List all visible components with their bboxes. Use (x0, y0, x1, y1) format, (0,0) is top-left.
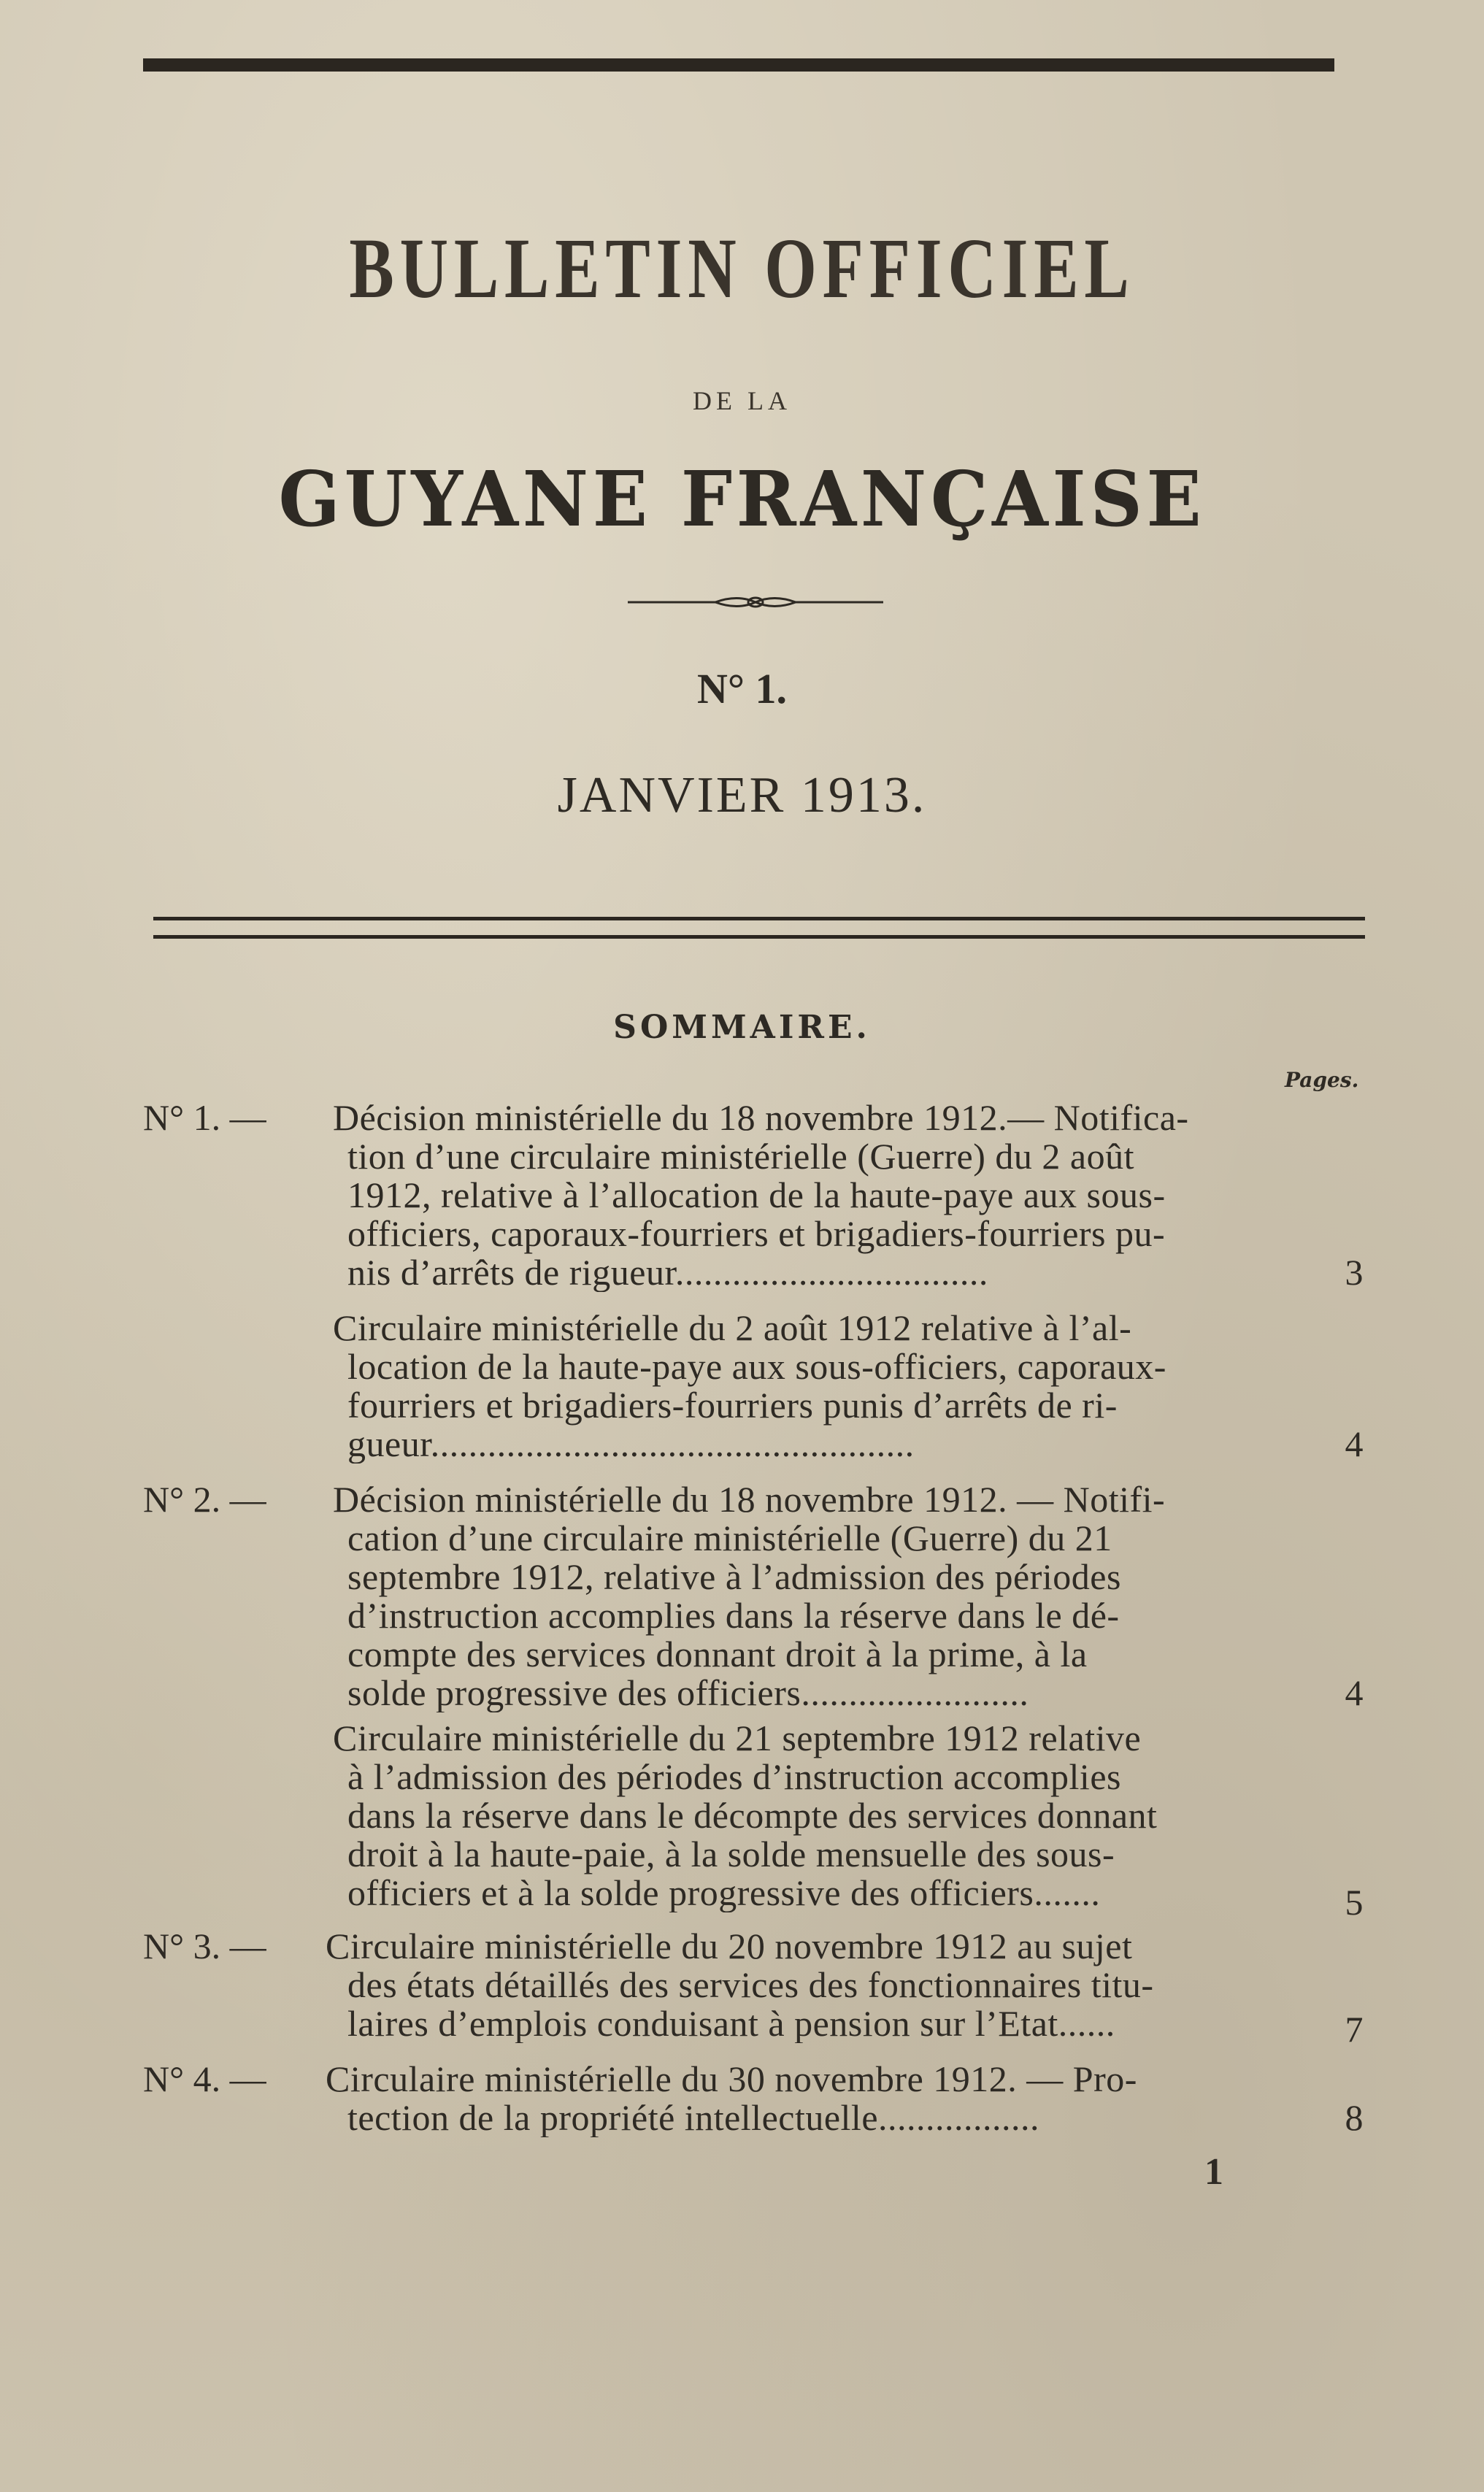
page-number: 3 (1345, 1252, 1364, 1293)
pages-label: Pages. (1285, 1068, 1359, 1092)
entry-line: location de la haute-paye aux sous-officiers, caporaux- (347, 1346, 1166, 1387)
page-number: 8 (1345, 2097, 1364, 2138)
entry-line: septembre 1912, relative à l’admission des périodes (347, 1556, 1121, 1597)
entry-line: Décision ministérielle du 18 novembre 1912. — Notifi- (333, 1479, 1166, 1520)
entry-line: fourriers et brigadiers-fourriers punis d’arrêts de ri- (347, 1385, 1118, 1426)
entry-line: Circulaire ministérielle du 21 septembre 1912 relative (333, 1718, 1142, 1758)
entry-line: Circulaire ministérielle du 2 août 1912 relative à l’al- (333, 1307, 1132, 1348)
entry-line: cation d’une circulaire ministérielle (Guerre) du 21 (347, 1518, 1112, 1558)
entry-line: nis d’arrêts de rigueur................................. (347, 1253, 988, 1292)
entry-line: Circulaire ministérielle du 20 novembre 1912 au sujet (326, 1926, 1133, 1966)
entry-line: 1912, relative à l’allocation de la haute-paye aux sous- (347, 1174, 1166, 1215)
entry-line: d’instruction accomplies dans la réserve dans le dé- (347, 1595, 1120, 1636)
entry-line: à l’admission des périodes d’instruction accomplies (347, 1756, 1121, 1797)
top-rule (143, 58, 1334, 72)
entry-line: officiers, caporaux-fourriers et brigadiers-fourriers pu- (347, 1213, 1166, 1254)
entry-number: N° 2. — (143, 1479, 266, 1520)
entry-line: Décision ministérielle du 18 novembre 1912.— Notifica- (333, 1097, 1189, 1138)
entry-line: laires d’emplois conduisant à pension sur l’Etat...... (347, 2004, 1115, 2043)
entry-line: tection de la propriété intellectuelle................. (347, 2099, 1040, 2137)
sommaire-heading: SOMMAIRE. (613, 1009, 871, 1046)
entry-line: gueur................................................... (347, 1425, 915, 1464)
entry-number: N° 4. — (143, 2058, 266, 2099)
entry-line: des états détaillés des services des fonctionnaires titu- (347, 1964, 1154, 2005)
page-number: 7 (1345, 2009, 1364, 2050)
entry-line: droit à la haute-paie, à la solde mensuelle des sous- (347, 1834, 1115, 1874)
ornament-divider (628, 591, 883, 613)
issue-number: N° 1. (696, 665, 788, 712)
entry-line: compte des services donnant droit à la prime, à la (347, 1634, 1088, 1674)
guyane-title: GUYANE FRANÇAISE (278, 454, 1206, 544)
title-de-la: DE LA (693, 386, 791, 415)
folio-number: 1 (1204, 2151, 1223, 2193)
entry-number: N° 1. — (143, 1097, 266, 1138)
entry-line: dans la réserve dans le décompte des services donnant (347, 1795, 1158, 1836)
double-rule (153, 917, 1365, 939)
issue-date: JANVIER 1913. (557, 767, 927, 823)
entry-line: Circulaire ministérielle du 30 novembre 1912. — Pro- (326, 2058, 1137, 2099)
entry-line: tion d’une circulaire ministérielle (Guerre) du 2 août (347, 1136, 1134, 1177)
entry-line: solde progressive des officiers........................ (347, 1674, 1029, 1712)
bulletin-title: BULLETIN OFFICIEL (349, 220, 1135, 316)
page-number: 4 (1345, 1423, 1364, 1464)
entry-line: officiers et à la solde progressive des officiers....... (347, 1874, 1101, 1912)
page-number: 5 (1345, 1882, 1364, 1923)
page-number: 4 (1345, 1672, 1364, 1713)
entry-number: N° 3. — (143, 1926, 266, 1966)
